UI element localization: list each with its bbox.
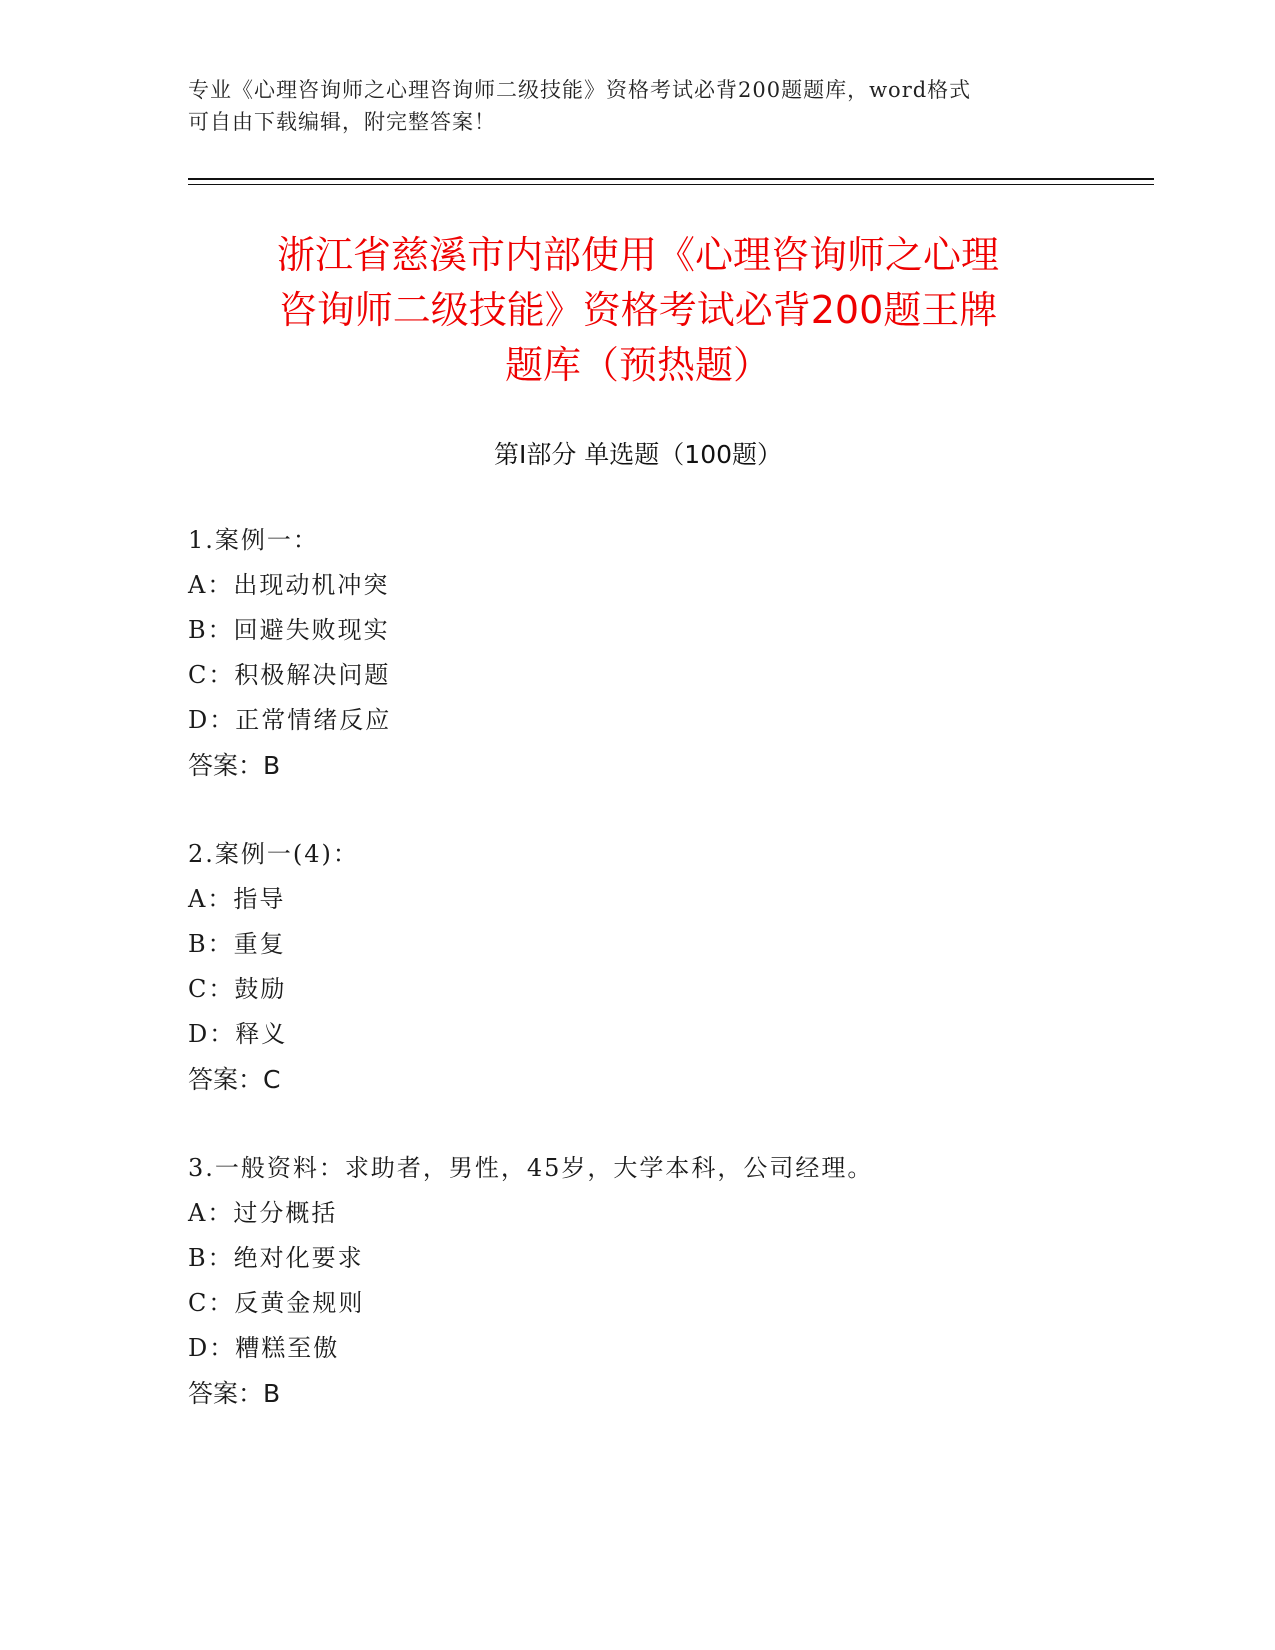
question-1 <box>188 518 1148 788</box>
option-c: C：鼓励 <box>188 975 287 1003</box>
option-b: B：回避失败现实 <box>188 616 390 644</box>
document-title <box>188 228 1088 393</box>
answer: 答案：B <box>188 751 281 780</box>
option-d: D：糟糕至傲 <box>188 1334 340 1362</box>
title-line-2: 咨询师二级技能》资格考试必背200题王牌 <box>278 288 998 332</box>
header-line-1: 专业《心理咨询师之心理咨询师二级技能》资格考试必背200题题库，word格式 <box>188 78 972 102</box>
option-a: A：指导 <box>188 885 286 913</box>
header-line-2: 可自由下载编辑，附完整答案！ <box>188 110 496 134</box>
title-line-3: 题库（预热题） <box>504 343 771 387</box>
question-3 <box>188 1146 1148 1416</box>
option-a: A：过分概括 <box>188 1199 338 1227</box>
option-b: B：绝对化要求 <box>188 1244 364 1272</box>
answer: 答案：C <box>188 1065 281 1094</box>
option-d: D：正常情绪反应 <box>188 706 392 734</box>
question-stem: 1.案例一： <box>188 526 319 554</box>
option-c: C：反黄金规则 <box>188 1289 365 1317</box>
question-stem: 2.案例一(4)： <box>188 840 359 868</box>
option-c: C：积极解决问题 <box>188 661 391 689</box>
header-divider-thick <box>188 178 1154 180</box>
title-line-1: 浙江省慈溪市内部使用《心理咨询师之心理 <box>276 233 999 277</box>
question-2 <box>188 832 1148 1102</box>
option-d: D：释义 <box>188 1020 288 1048</box>
header-note <box>188 74 1068 138</box>
answer: 答案：B <box>188 1379 281 1408</box>
option-b: B：重复 <box>188 930 286 958</box>
option-a: A：出现动机冲突 <box>188 571 390 599</box>
section-title: 第Ⅰ部分 单选题（100题） <box>493 440 783 469</box>
question-stem: 3.一般资料：求助者，男性，45岁，大学本科，公司经理。 <box>188 1154 874 1182</box>
header-divider-thin <box>188 184 1154 185</box>
